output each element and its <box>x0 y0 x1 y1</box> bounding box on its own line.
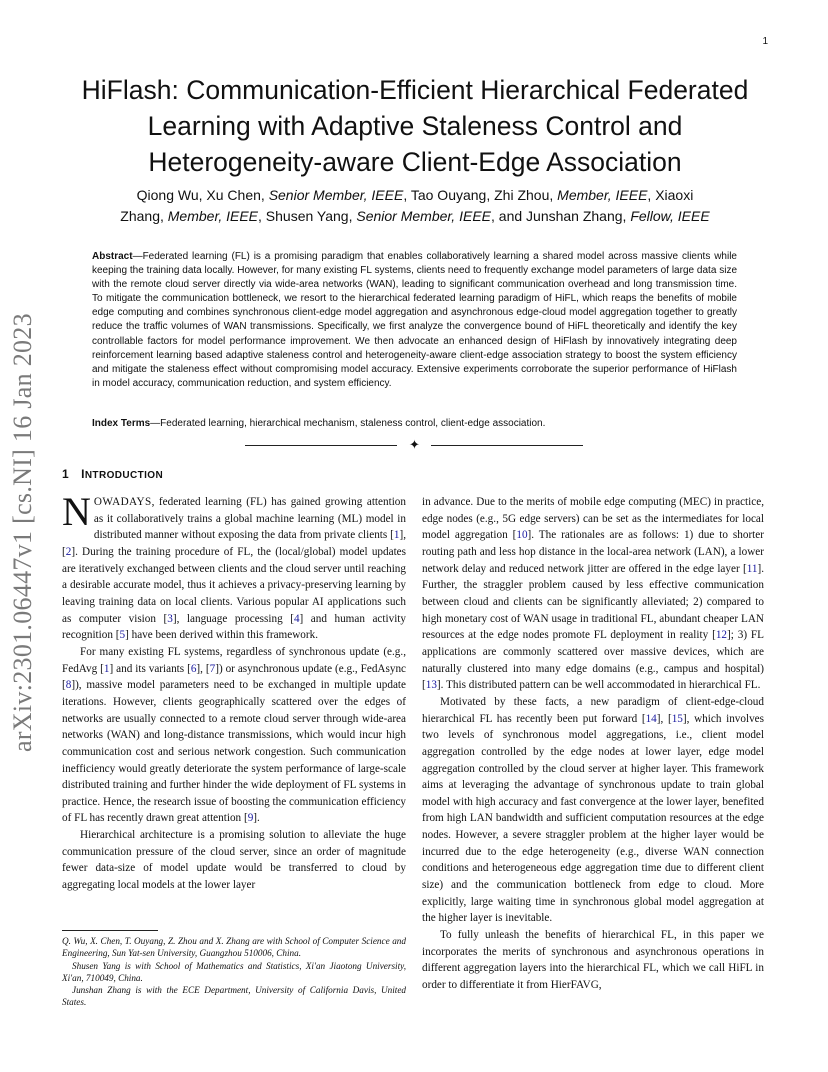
footnote-rule <box>62 930 158 931</box>
citation-link[interactable]: 13 <box>425 679 437 692</box>
citation-link[interactable]: 9 <box>247 812 254 825</box>
paragraph-2 <box>62 644 406 827</box>
footnote-affiliation-2: Shusen Yang is with School of Mathematics and Statistics, Xi'an Jiaotong University, Xi'an, 710049, China. <box>62 960 406 983</box>
citation-link[interactable]: 8 <box>65 679 72 692</box>
citation-link[interactable]: 6 <box>190 662 197 675</box>
citation-link[interactable]: 11 <box>746 562 758 575</box>
index-terms-label: Index Terms <box>92 418 151 429</box>
citation-link[interactable]: 15 <box>671 712 683 725</box>
paragraph-4-text: in advance. Due to the merits of mobile edge computing (MEC) in practice, edge nodes (e.g., 5G edge servers) can be set as the intermediates for local model aggregation [10]. The rationales are as follows: 1) due to shorter routing path and less hop distance in the local-area network (LAN), a lower network delay and reduced network jitter are offered in the edge layer [11]. Further, the straggler problem caused by less effective communication between cloud and clients can be significantly alleviated; 2) compared to high monetary cost of WAN usage in traditional FL, abundant cheaper LAN resources at the edge nodes promote FL deployment in reality [12]; 3) FL applications are commonly scattered over massive devices, which are naturally clustered into many edge domains (e.g., campus and hospital) [13]. This distributed pattern can be well accommodated in hierarchical FL. <box>422 496 764 692</box>
index-terms-text: —Federated learning, hierarchical mechanism, staleness control, client-edge association. <box>150 418 546 429</box>
citation-link[interactable]: 2 <box>65 545 72 558</box>
divider-star-icon: ✦ <box>409 437 420 452</box>
ieee-grade: Fellow, IEEE <box>630 208 710 224</box>
paragraph-3-text: Hierarchical architecture is a promising solution to alleviate the huge communication pressure of the cloud server, since an order of magnitude fewer data-size of model update would be transferred to cloud by aggregating local models at the lower layer <box>62 829 406 892</box>
divider-line-left <box>245 445 397 446</box>
paragraph-5-text: Motivated by these facts, a new paradigm of client-edge-cloud hierarchical FL has recently been put forward [14], [15], which involves two levels of synchronous model aggregations, i.e., client model aggregation controlled by the edge nodes at lower layer, edge model aggregation controlled by the cloud server at higher layer. This framework aims at leveraging the advantage of synchronous update to train global model with high accuracy and fast convergence at the lower layer, benefited from high LAN bandwidth and sufficient computation resources at the edge nodes. However, a severe straggler problem at the higher layer would be incurred due to the edge heterogeneity (e.g., diverse WAN connection conditions and heterogeneous edge aggregation time due to different client size) and the communication bottleneck from edge to cloud. More explicitly, large waiting time in synchronous global model aggregation at the higher layer is inevitable. <box>422 695 764 925</box>
title-line-3: Heterogeneity-aware Client-Edge Association <box>148 147 682 177</box>
paragraph-6 <box>422 927 764 994</box>
title-line-2: Learning with Adaptive Staleness Control and <box>147 111 683 141</box>
paragraph-6-text: To fully unleash the benefits of hierarchical FL, in this paper we incorporates the merits of synchronous and asynchronous operations in different aggregation layers into the hierarchical FL, which we call HiFL in order to differentiate it from HierFAVG, <box>422 929 764 992</box>
abstract <box>92 250 737 391</box>
citation-link[interactable]: 1 <box>393 529 400 542</box>
citation-link[interactable]: 4 <box>293 612 300 625</box>
paragraph-4 <box>422 494 764 694</box>
paragraph-1 <box>62 489 407 644</box>
paragraph-2-text: For many existing FL systems, regardless of synchronous update (e.g., FedAvg [1] and its variants [6], [7]) or asynchronous update (e.g., FedAsync [8]), massive model parameters need to be exchanged in multiple update iterations. However, clients geographically scattered over the edges of networks are usually connected to a remote cloud server through wide-area networks (WAN) and long-distance transmissions, which would incur high communication cost and serious network congestion. Such communication inefficiency would greatly deteriorate the system performance of large-scale distributed training and further hinder the wide deployment of FL systems in practice. Hence, the research issue of boosting the communication efficiency of FL has recently drawn great attention [9]. <box>62 645 407 825</box>
ieee-grade: Senior Member, IEEE <box>268 187 404 203</box>
section-heading <box>62 467 163 481</box>
paper-title <box>70 72 760 180</box>
footnotes <box>62 935 406 1009</box>
author-line-2: Zhang, Member, IEEE, Shusen Yang, Senior Member, IEEE, and Junshan Zhang, Fellow, IEEE <box>120 208 710 224</box>
citation-link[interactable]: 3 <box>167 612 173 625</box>
page-number: 1 <box>762 36 768 47</box>
ieee-grade: Senior Member, IEEE <box>356 208 491 224</box>
lead-smallcaps: OWADAYS <box>93 496 152 508</box>
ieee-grade: Member, IEEE <box>557 187 648 203</box>
abstract-label: Abstract <box>92 251 133 262</box>
author-list <box>85 185 745 227</box>
citation-link[interactable]: 1 <box>103 662 110 675</box>
body-column-left <box>62 489 407 894</box>
ieee-grade: Member, IEEE <box>167 208 259 224</box>
paragraph-5 <box>422 694 764 927</box>
footnote-affiliation-3: Junshan Zhang is with the ECE Department, University of California Davis, United States. <box>62 985 406 1008</box>
body-column-right <box>422 494 764 994</box>
paragraph-1-text: , federated learning (FL) has gained growing attention as it collaboratively trains a global machine learning (ML) model in distributed manner without exposing the data from private clients [1], [2]. During the training procedure of FL, the (local/global) model updates are iteratively exchanged between clients and the cloud server until reaching a desirable accurate model, thus it achieves a privacy-preserving learning by leaving training data on local clients. Various popular AI applications such as computer vision [3], language processing [4] and human activity recognition [5] have been derived within this framework. <box>62 496 407 642</box>
citation-link[interactable]: 14 <box>645 712 657 725</box>
paragraph-3 <box>62 827 406 894</box>
title-line-1: HiFlash: Communication-Efficient Hierarchical Federated <box>81 75 749 105</box>
section-number: 1 <box>62 467 70 481</box>
author-line-1: Qiong Wu, Xu Chen, Senior Member, IEEE, Tao Ouyang, Zhi Zhou, Member, IEEE, Xiaoxi <box>136 187 694 203</box>
citation-link[interactable]: 10 <box>516 529 528 542</box>
divider-line-right <box>431 445 583 446</box>
abstract-text: —Federated learning (FL) is a promising paradigm that enables collaboratively learning a shared model across massive clients while keeping the training data locally. However, for many existing FL systems, clients need to frequently exchange model parameters of large data size with the remote cloud server directly via wide-area networks (WAN), leading to significant communication overhead and long transmission time. To mitigate the communication bottleneck, we resort to the hierarchical federated learning paradigm of HiFL, which reaps the benefits of mobile edge computing and combines synchronous client-edge model aggregation and asynchronous edge-cloud model aggregation together to greatly reduce the traffic volumes of WAN transmissions. Specifically, we first analyze the convergence bound of HiFL theoretically and identify the key controllable factors for model performance improvement. We then advocate an enhanced design of HiFlash by innovatively integrating deep reinforcement learning based adaptive staleness control and heterogeneity-aware client-edge association strategy to boost the system efficiency and mitigate the staleness effect without compromising model accuracy. Extensive experiments corroborate the superior performance of HiFlash in model accuracy, communication reduction, and system efficiency. <box>92 251 737 389</box>
citation-link[interactable]: 12 <box>715 629 727 642</box>
section-divider <box>245 437 583 452</box>
arxiv-stamp: arXiv:2301.06447v1 [cs.NI] 16 Jan 2023 <box>8 313 37 752</box>
section-title-initial: I <box>81 467 85 481</box>
citation-link[interactable]: 5 <box>119 629 126 642</box>
drop-cap: N <box>62 489 91 534</box>
footnote-affiliation-1: Q. Wu, X. Chen, T. Ouyang, Z. Zhou and X. Zhang are with School of Computer Science and Engineering, Sun Yat-sen University, Guangzhou 510006, China. <box>62 936 406 959</box>
index-terms <box>92 417 737 431</box>
section-title-rest: NTRODUCTION <box>84 470 164 481</box>
citation-link[interactable]: 7 <box>209 662 216 675</box>
